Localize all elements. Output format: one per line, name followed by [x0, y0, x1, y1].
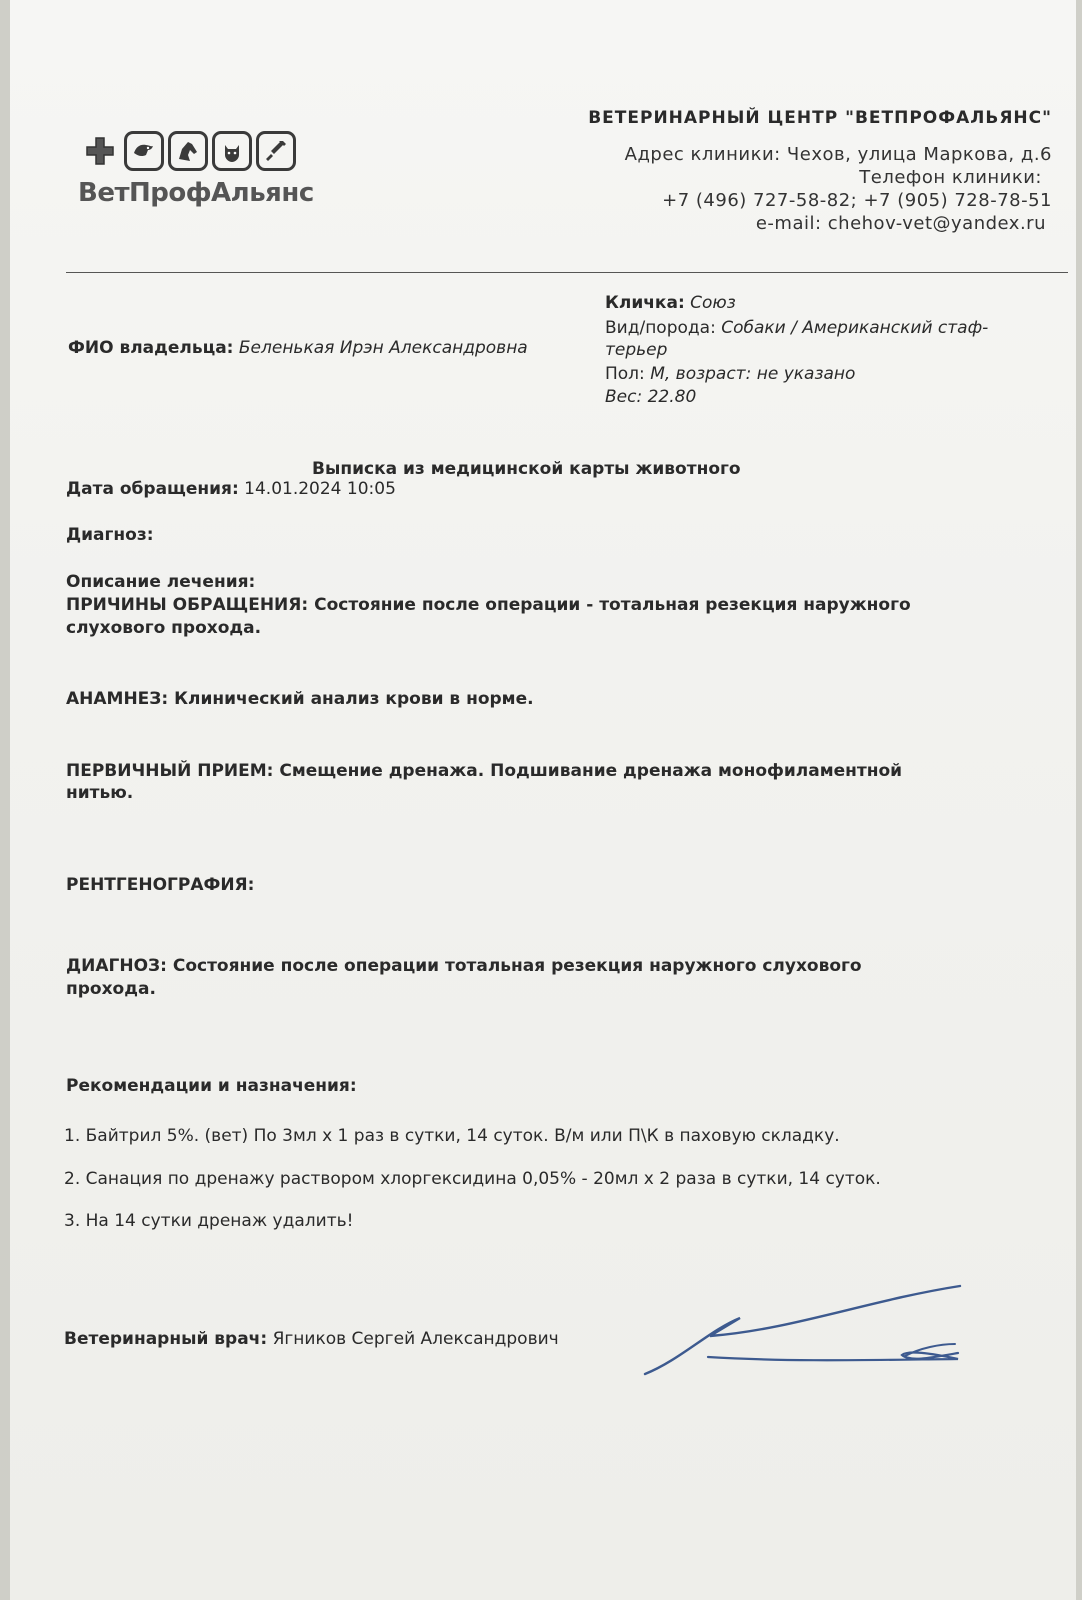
recommendation-item-1: 1. Байтрил 5%. (вет) По 3мл х 1 раз в сутки, 14 суток. В/м или П\К в паховую складку.: [64, 1126, 840, 1146]
animal-sex-label: Пол:: [605, 364, 645, 384]
clinic-title: ВЕТЕРИНАРНЫЙ ЦЕНТР "ВЕТПРОФАЛЬЯНС": [588, 108, 1052, 128]
clinic-email: e-mail: chehov-vet@yandex.ru: [755, 213, 1046, 234]
owner-label: ФИО владельца:: [68, 338, 234, 358]
visit-date-value: 14.01.2024 10:05: [244, 479, 396, 499]
clinic-address: Адрес клиники: Чехов, улица Маркова, д.6: [624, 144, 1052, 165]
animal-sex-age: [605, 363, 855, 385]
reasons-line1: [66, 594, 911, 616]
diagnosis2-line2: прохода.: [66, 979, 156, 999]
animal-species-label: Вид/порода:: [605, 318, 716, 338]
animal-name-value: Союз: [690, 293, 736, 313]
visit-date-row: [66, 478, 396, 500]
owner-row: [68, 337, 528, 359]
signature-icon: [640, 1260, 980, 1380]
clinic-phone-label: Телефон клиники:: [859, 167, 1042, 188]
owner-value: Беленькая Ирэн Александровна: [238, 338, 528, 358]
doctor-row: [64, 1328, 559, 1350]
anamnesis-label: АНАМНЕЗ:: [66, 689, 169, 709]
treatment-label: Описание лечения:: [66, 572, 256, 592]
animal-name-label: Кличка:: [605, 293, 685, 313]
diagnosis2-label: ДИАГНОЗ:: [66, 956, 167, 976]
header-divider: [66, 272, 1068, 273]
logo-text: ВетПрофАльянс: [78, 178, 314, 208]
horse-icon: [168, 131, 208, 171]
animal-age-value: не указано: [756, 364, 856, 384]
clinic-logo: [80, 131, 296, 171]
animal-weight-value: 22.80: [647, 387, 697, 407]
recommendations-title: Рекомендации и назначения:: [66, 1076, 357, 1096]
animal-name: [605, 292, 736, 314]
primary-line1: [66, 760, 902, 782]
cross-icon: [80, 131, 120, 171]
primary-text: Смещение дренажа. Подшивание дренажа монофиламентной: [279, 761, 903, 781]
doctor-label: Ветеринарный врач:: [64, 1329, 268, 1349]
diagnosis2-line1: [66, 955, 862, 977]
reasons-label: ПРИЧИНЫ ОБРАЩЕНИЯ:: [66, 595, 309, 615]
animal-weight: [605, 386, 696, 408]
anamnesis-text: Клинический анализ крови в норме.: [174, 689, 534, 709]
xray-label: РЕНТГЕНОГРАФИЯ:: [66, 875, 255, 895]
reasons-line2: слухового прохода.: [66, 618, 262, 638]
visit-date-label: Дата обращения:: [66, 479, 239, 499]
animal-sex-value: М,: [650, 364, 671, 384]
reasons-text: Состояние после операции - тотальная резекция наружного: [314, 595, 911, 615]
animal-species-cont: терьер: [605, 340, 668, 360]
dog-icon: [124, 131, 164, 171]
animal-age-label: возраст:: [675, 364, 752, 384]
primary-label: ПЕРВИЧНЫЙ ПРИЕМ:: [66, 761, 274, 781]
recommendation-item-2: 2. Санация по дренажу раствором хлоргексидина 0,05% - 20мл х 2 раза в сутки, 14 суток.: [64, 1169, 881, 1189]
diagnosis-label: Диагноз:: [66, 525, 154, 545]
clinic-phones: +7 (496) 727-58-82; +7 (905) 728-78-51: [662, 190, 1052, 211]
recommendation-item-3: 3. На 14 сутки дренаж удалить!: [64, 1211, 354, 1231]
syringe-icon: [256, 131, 296, 171]
cat-icon: [212, 131, 252, 171]
animal-weight-label: Вес:: [605, 387, 643, 407]
animal-species: [605, 317, 988, 339]
anamnesis-row: [66, 688, 534, 710]
diagnosis2-text: Состояние после операции тотальная резекция наружного слухового: [172, 956, 862, 976]
primary-line2: нитью.: [66, 783, 134, 803]
animal-species-value: Собаки / Американский стаф-: [721, 318, 989, 338]
document-title: Выписка из медицинской карты животного: [312, 459, 741, 479]
doctor-name: Ягников Сергей Александрович: [272, 1329, 559, 1349]
